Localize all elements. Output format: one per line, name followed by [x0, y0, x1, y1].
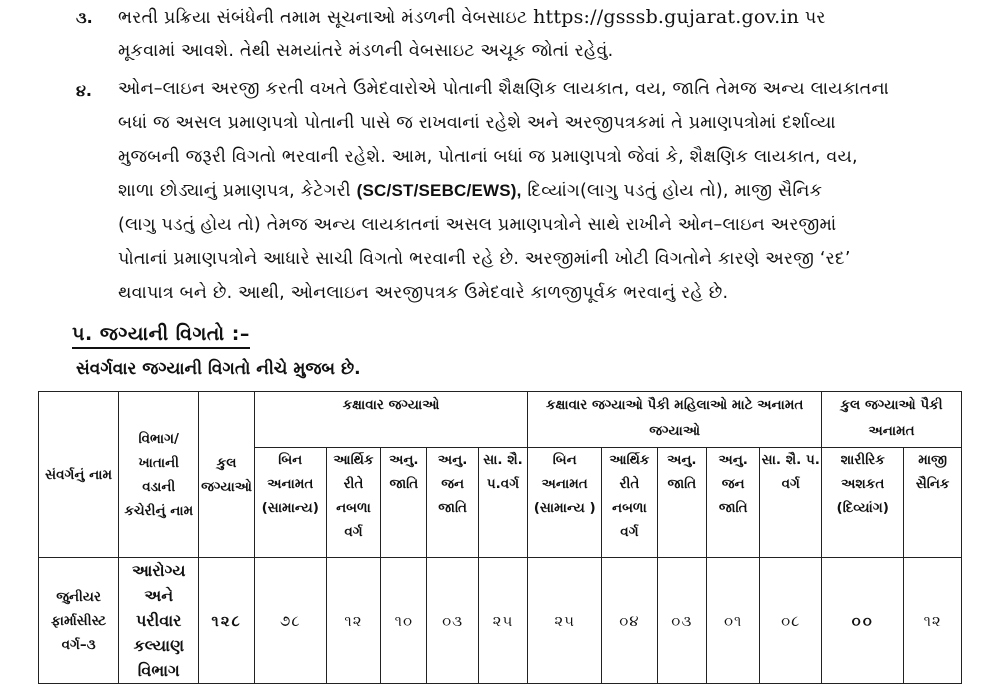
paragraph-line: બધાં જ અસલ પ્રમાણપત્રો પોતાની પાસે જ રાખવાનાં રહેશે અને અરજીપત્રકમાં તે પ્રમાણપત્રોમાં દર્શાવ્યા: [118, 113, 836, 133]
header-cadre: સંવર્ગનું નામ: [39, 392, 119, 558]
header-cell: અનુ. જાતિ: [381, 448, 427, 558]
header-women-group: કક્ષાવાર જગ્યાઓ પૈકી મહિલાઓ માટે અનામત જગ્યાઓ: [528, 392, 822, 448]
total-posts: ૧૨૮: [199, 558, 254, 684]
department-name: આરોગ્ય અને પરીવાર કલ્યાણ વિભાગ: [119, 558, 199, 684]
header-department: વિભાગ/ ખાતાની વડાની કચેરીનું નામ: [119, 392, 199, 558]
header-cell: અનુ. જન જાતિ: [427, 448, 478, 558]
paragraph-text: શાળા છોડ્યાનું પ્રમાણપત્ર, કેટેગરી: [118, 181, 351, 201]
header-category-group: કક્ષાવાર જગ્યાઓ: [254, 392, 527, 448]
paragraph-number: ૩.: [76, 8, 93, 27]
header-cell: અનુ. જાતિ: [657, 448, 706, 558]
paragraph-line: મુજબની જરૂરી વિગતો ભરવાની રહેશે. આમ, પોતાનાં બધાં જ પ્રમાણપત્રો જેવાં કે, શૈક્ષણિક લાયકાત, વય,: [118, 147, 858, 167]
table-cell: ૧૦: [381, 558, 427, 684]
table-cell: ૦૩: [427, 558, 478, 684]
table-cell: ૨૫: [478, 558, 527, 684]
paragraph-line: [118, 180, 822, 202]
section-subheading: સંવર્ગવાર જગ્યાની વિગતો નીચે મુજબ છે.: [76, 359, 361, 379]
header-cell: બિન અનામત (સામાન્ય): [254, 448, 326, 558]
paragraph-line: પોતાનાં પ્રમાણપત્રોને આધારે સાચી વિગતો ભરવાની રહે છે. અરજીમાંની ખોટી વિગતોને કારણે અરજી ‘રદ’: [118, 249, 851, 269]
header-cell: આર્થિક રીતે નબળા વર્ગ: [326, 448, 380, 558]
paragraph-line: મૂકવામાં આવશે. તેથી સમયાંતરે મંડળની વેબસાઇટ અચૂક જોતાં રહેવું.: [118, 41, 614, 61]
paragraph-text: દિવ્યાંગ(લાગુ પડતું હોય તો), માજી સૈનિક: [527, 181, 823, 201]
category-codes: (SC/ST/SEBC/EWS),: [356, 181, 522, 200]
paragraph-line: થવાપાત્ર બને છે. આથી, ઓનલાઇન અરજીપત્રક ઉમેદવારે કાળજીપૂર્વક ભરવાનું રહે છે.: [118, 283, 729, 303]
table-cell: ૧૨: [326, 558, 380, 684]
header-cell: શારીરિક અશકત (દિવ્યાંગ): [822, 448, 904, 558]
table-cell: ૦૦: [822, 558, 904, 684]
paragraph-text: પર: [804, 8, 826, 28]
section-heading: ૫. જગ્યાની વિગતો :–: [72, 323, 250, 349]
header-reserved-group: કુલ જગ્યાઓ પૈકી અનામત: [822, 392, 962, 448]
table-cell: ૦૧: [706, 558, 759, 684]
table-cell: ૭૮: [254, 558, 326, 684]
vacancy-table: [38, 391, 962, 684]
table-cell: ૨૫: [528, 558, 602, 684]
table-cell: ૧૨: [904, 558, 962, 684]
paragraph-line: ઓન–લાઇન અરજી કરતી વખતે ઉમેદવારોએ પોતાની શૈક્ષણિક લાયકાત, વય, જાતિ તેમજ અન્ય લાયકાતના: [118, 79, 889, 99]
table-cell: ૦૪: [602, 558, 657, 684]
paragraph-number: ૪.: [76, 81, 92, 100]
table-row: [39, 558, 962, 684]
header-cell: અનુ. જન જાતિ: [706, 448, 759, 558]
table-header-row: [39, 392, 962, 448]
table-cell: ૦૩: [657, 558, 706, 684]
table-cell: ૦૮: [760, 558, 822, 684]
header-cell: બિન અનામત (સામાન્ય ): [528, 448, 602, 558]
header-cell: સા. શૈ. પ. વર્ગ: [760, 448, 822, 558]
header-cell: સા. શૈ. પ.વર્ગ: [478, 448, 527, 558]
header-cell: માજી સૈનિક: [904, 448, 962, 558]
website-link[interactable]: https://gsssb.gujarat.gov.in: [533, 6, 800, 28]
header-total: કુલ જગ્યાઓ: [199, 392, 254, 558]
paragraph-line: [118, 6, 826, 29]
header-cell: આર્થિક રીતે નબળા વર્ગ: [602, 448, 657, 558]
paragraph-text: ભરતી પ્રક્રિયા સંબંધેની તમામ સૂચનાઓ મંડળની વેબસાઇટ: [118, 8, 528, 28]
cadre-name: જુનીયર ફાર્માસીસ્ટ વર્ગ–૩: [39, 558, 119, 684]
paragraph-line: (લાગુ પડતું હોય તો) તેમજ અન્ય લાયકાતનાં અસલ પ્રમાણપત્રોને સાથે રાખીને ઓન–લાઇન અરજીમાં: [118, 215, 837, 235]
